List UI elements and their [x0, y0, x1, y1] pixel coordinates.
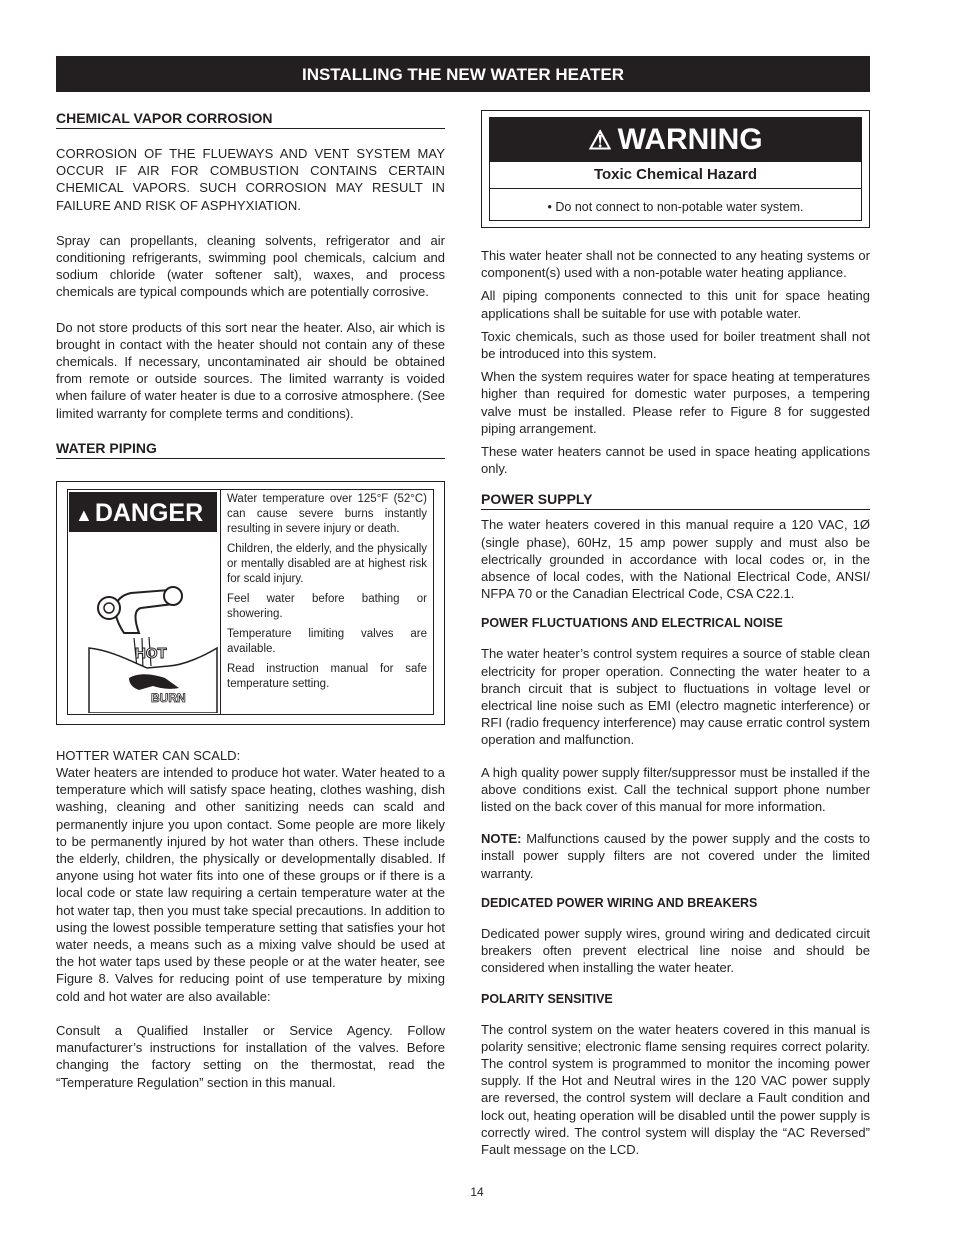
- hot-text: HOT: [135, 644, 167, 662]
- danger-safety-label: [56, 481, 445, 725]
- warning-inner-frame: [489, 117, 862, 221]
- danger-label-text: DANGER: [94, 498, 204, 527]
- fluctuations-paragraph-2: A high quality power supply filter/suppressor must be installed if the above conditions exist. Call the technical support phone number listed on the back cover of this manual for more information.: [481, 764, 870, 815]
- faucet-hand-icon: [69, 538, 219, 713]
- warning-bullet: • Do not connect to non-potable water system.: [547, 200, 804, 214]
- danger-line-4: Temperature limiting valves are available.: [227, 627, 427, 655]
- warning-triangle-icon: ▲: [75, 504, 93, 525]
- power-paragraph-1: The water heaters covered in this manual require a 120 VAC, 1Ø (single phase), 60Hz, 15 amp power supply and must also be electrically grounded in accordance with local codes or, in the absence of local codes, with the National Electrical Code, ANSI/ NFPA 70 or the Canadian Electrical Code, CSA C22.1.: [481, 517, 870, 602]
- warning-label-text: WARNING: [617, 123, 763, 156]
- potable-paragraph-5: These water heaters cannot be used in space heating applications only.: [481, 444, 870, 477]
- warning-subtitle: Toxic Chemical Hazard: [490, 162, 861, 189]
- page-number: 14: [470, 1185, 484, 1199]
- danger-header: [69, 492, 217, 532]
- polarity-paragraph: The control system on the water heaters covered in this manual is polarity sensitive; electronic flame sensing requires correct polarity. The control system is programmed to monitor the incoming power supply. If the Hot and Neutral wires in the 120 VAC power supply are reversed, the control system will declare a Fault condition and lock out, heating operation will be disabled until the power supply is correctly wired. The control system will display the “AC Reversed” Fault message on the LCD.: [481, 1021, 870, 1157]
- chemical-paragraph-1: CORROSION OF THE FLUEWAYS AND VENT SYSTEM MAY OCCUR IF AIR FOR COMBUSTION CONTAINS CERTAIN CHEMICAL VAPORS. SUCH CORROSION MAY RESULT IN FAILURE AND RISK OF ASPHYXIATION.: [56, 146, 445, 213]
- potable-paragraph-4: When the system requires water for space heating at temperatures higher than required for domestic water purposes, a tempering valve must be installed. Please refer to Figure 8 for suggested piping arrangement.: [481, 369, 870, 436]
- section-banner: INSTALLING THE NEW WATER HEATER: [56, 56, 870, 92]
- chemical-paragraph-3: Do not store products of this sort near the heater. Also, air which is brought in contact with the heater should not contain any of these chemicals. If necessary, uncontaminated air should be obtained from remote or outside sources. The limited warranty is voided when failure of water heater is due to a corrosive atmosphere. (See limited warranty for complete terms and conditions).: [56, 319, 445, 421]
- scald-paragraph-1: Water heaters are intended to produce hot water. Water heated to a temperature which will satisfy space heating, clothes washing, dish washing, cleaning and other sanitizing needs can scald and permanently injure you upon contact. Some people are more likely to be permanently injured by hot water than others. These include the elderly, children, the physically or developmentally disabled. If anyone using hot water fits into one of these groups or if there is a local code or state law requiring a certain temperature water at the hot water tap, then you must take special precautions. In addition to using the lowest possible temperature setting that satisfies your hot water needs, a means such as a mixing valve should be used at the hot water taps used by these people or at the water heater, see Figure 8. Valves for reducing point of use temperature by mixing cold and hot water are also available:: [56, 765, 445, 1004]
- danger-text-panel: [220, 490, 433, 714]
- dedicated-paragraph: Dedicated power supply wires, ground wiring and dedicated circuit breakers often prevent electrical line noise and should be considered when installing the water heater.: [481, 925, 870, 976]
- note-label: NOTE:: [481, 831, 522, 847]
- danger-line-2: Children, the elderly, and the physically or mentally disabled are at highest risk for scald injury.: [227, 542, 427, 585]
- chemical-vapor-heading: CHEMICAL VAPOR CORROSION: [56, 110, 445, 129]
- right-column: [481, 110, 870, 1158]
- power-supply-heading: POWER SUPPLY: [481, 491, 870, 510]
- danger-line-3: Feel water before bathing or showering.: [227, 592, 427, 620]
- water-piping-heading: WATER PIPING: [56, 440, 445, 459]
- potable-paragraph-1: This water heater shall not be connected to any heating systems or component(s) used with a non-potable water heating appliance.: [481, 248, 870, 281]
- power-fluctuations-heading: POWER FLUCTUATIONS AND ELECTRICAL NOISE: [481, 616, 783, 631]
- warning-header: [490, 118, 861, 162]
- scald-heading: HOTTER WATER CAN SCALD:: [56, 747, 241, 763]
- potable-paragraph-3: Toxic chemicals, such as those used for boiler treatment shall not be introduced into this system.: [481, 328, 870, 362]
- burn-text: BURN: [151, 690, 186, 705]
- fluctuations-paragraph-1: The water heater’s control system requires a source of stable clean electricity for proper operation. Connecting the water heater to a branch circuit that is subject to fluctuations in voltage level or electrical line noise such as EMI (electro magnetic interference) or RFI (radio frequency interference) may cause erratic control system operation and malfunction.: [481, 646, 870, 748]
- danger-line-1: Water temperature over 125°F (52°C) can cause severe burns instantly resulting in severe injury or death.: [227, 492, 427, 535]
- scald-paragraph-2: Consult a Qualified Installer or Service Agency. Follow manufacturer’s instructions for installation of the valves. Before changing the factory setting on the thermostat, read the “Temperature Regulation” section in this manual.: [56, 1022, 445, 1090]
- polarity-heading: POLARITY SENSITIVE: [481, 991, 613, 1006]
- warning-safety-label: [481, 110, 870, 228]
- warning-triangle-icon: ⚠: [588, 125, 612, 155]
- danger-line-5: Read instruction manual for safe temperature setting.: [227, 662, 427, 690]
- chemical-paragraph-2: Spray can propellants, cleaning solvents, refrigerator and air conditioning refrigerants, swimming pool chemicals, calcium and sodium chloride (water softener salt), waxes, and process chemicals are typical compounds which are potentially corrosive.: [56, 232, 445, 300]
- left-column: [56, 110, 445, 1091]
- potable-paragraph-2: All piping components connected to this unit for space heating applications shall be suitable for use with potable water.: [481, 288, 870, 321]
- danger-inner-frame: [67, 489, 434, 715]
- dedicated-power-heading: DEDICATED POWER WIRING AND BREAKERS: [481, 895, 758, 910]
- note-text: Malfunctions caused by the power supply and the costs to install power supply filters are not covered under the limited warranty.: [481, 831, 870, 881]
- scald-hand-illustration: [69, 538, 219, 713]
- note-paragraph: [481, 830, 870, 882]
